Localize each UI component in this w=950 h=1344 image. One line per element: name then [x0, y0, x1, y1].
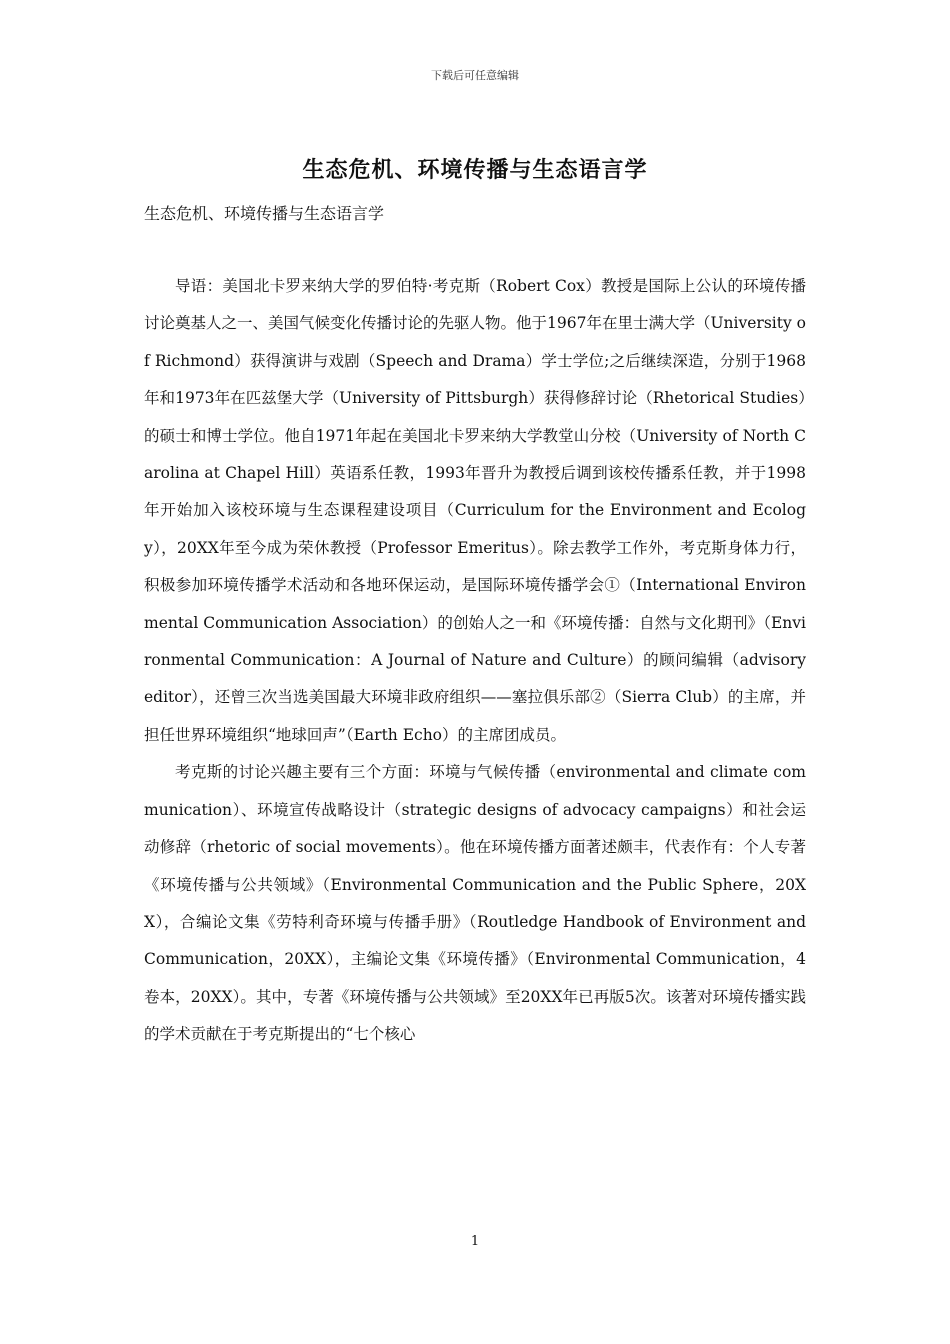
- body-text: [144, 268, 806, 1054]
- paragraph-research-interests: 考克斯的讨论兴趣主要有三个方面：环境与气候传播（environmental and climate communication）、环境宣传战略设计（strategic designs of advocacy campaigns）和社会运动修辞（rhetoric of social movements）。他在环境传播方面著述颇丰，代表作有：个人专著《环境传播与公共领域》（Environmental Communication and the Public Sphere，20XX），合编论文集《劳特利奇环境与传播手册》（Routledge Handbook of Environment and Communication，20XX），主编论文集《环境传播》（Environmental Communication，4卷本，20XX）。其中，专著《环境传播与公共领域》至20XX年已再版5次。该著对环境传播实践的学术贡献在于考克斯提出的“七个核心: [144, 763, 806, 1044]
- page-number: 1: [470, 1234, 480, 1249]
- document-subtitle: 生态危机、环境传播与生态语言学: [144, 204, 385, 223]
- document-title: 生态危机、环境传播与生态语言学: [302, 157, 648, 183]
- header-note: 下载后可任意编辑: [431, 69, 519, 82]
- paragraph-intro: 导语：美国北卡罗来纳大学的罗伯特·考克斯（Robert Cox）教授是国际上公认的环境传播讨论奠基人之一、美国气候变化传播讨论的先驱人物。他于1967年在里士满大学（University of Richmond）获得演讲与戏剧（Speech and Drama）学士学位;之后继续深造，分别于1968年和1973年在匹兹堡大学（University of Pittsburgh）获得修辞讨论（Rhetorical Studies）的硕士和博士学位。他自1971年起在美国北卡罗来纳大学教堂山分校（University of North Carolina at Chapel Hill）英语系任教，1993年晋升为教授后调到该校传播系任教，并于1998年开始加入该校环境与生态课程建设项目（Curriculum for the Environment and Ecology），20XX年至今成为荣休教授（Professor Emeritus）。除去教学工作外，考克斯身体力行，积极参加环境传播学术活动和各地环保运动，是国际环境传播学会①（International Environmental Communication Association）的创始人之一和《环境传播：自然与文化期刊》（Environmental Communication：A Journal of Nature and Culture）的顾问编辑（advisory editor），还曾三次当选美国最大环境非政府组织——塞拉俱乐部②（Sierra Club）的主席，并担任世界环境组织“地球回声”（Earth Echo）的主席团成员。: [144, 277, 806, 744]
